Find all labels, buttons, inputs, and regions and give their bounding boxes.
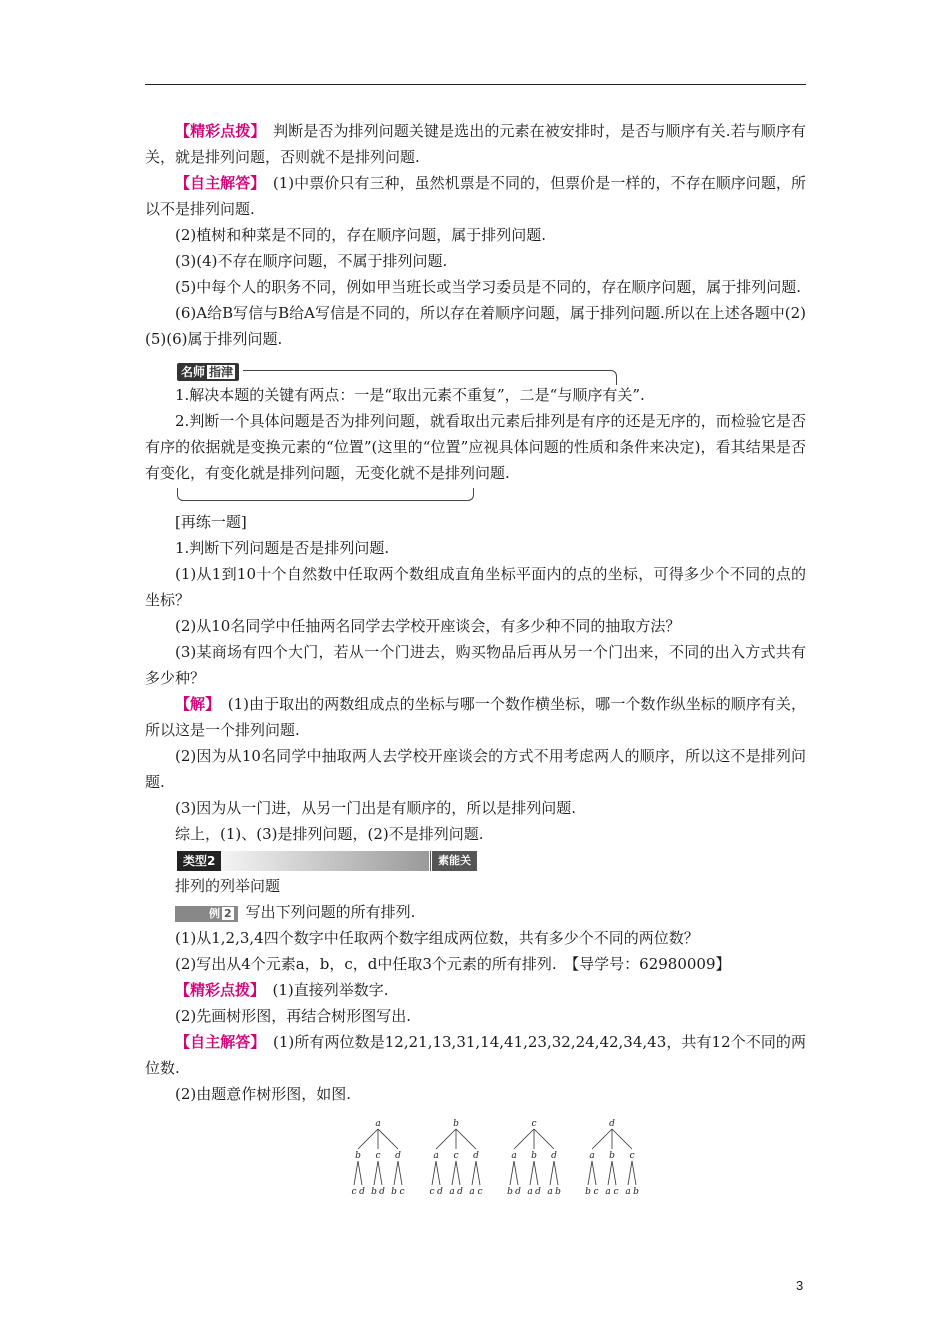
tree-level2-node: a [589, 1151, 595, 1161]
tree-leaf-node: c [399, 1187, 405, 1197]
teacher-badge: 名师 指津 [177, 363, 239, 381]
practice-title: [再练一题] [175, 513, 247, 531]
solution-2: (2)因为从10名同学中抽取两人去学校开座谈会的方式不用考虑两人的顺序，所以这不是排列问题. [145, 747, 806, 791]
teacher-item-1: 1.解决本题的关键有两点：一是“取出元素不重复”，二是“与顺序有关”. [175, 386, 645, 404]
tree-leaf-node: a [449, 1187, 455, 1197]
answer-text: (1)中票价只有三种，虽然机票是不同的，但票价是一样的，不存在顺序问题，所以不是排列问题. [145, 174, 806, 218]
tree-level2-node: b [355, 1151, 361, 1161]
tree-branch [550, 1161, 554, 1185]
tree-branch [588, 1161, 592, 1185]
tree-leaf-node: d [437, 1187, 443, 1197]
hint-paragraph [145, 118, 806, 170]
tree-leaf-node: c [593, 1187, 599, 1197]
tree-branch [436, 1129, 456, 1149]
tree-root-node: d [609, 1119, 615, 1129]
type-2-banner [177, 851, 477, 871]
tree-root-node: b [453, 1119, 459, 1129]
tree-branch [592, 1129, 612, 1149]
page-content [145, 118, 806, 1107]
tree-branch [632, 1161, 636, 1185]
type-label: 类型2 [177, 851, 221, 871]
tree-leaf-node: b [391, 1187, 397, 1197]
type-title: 排列的列举问题 [175, 877, 281, 895]
tree-branch [358, 1161, 362, 1185]
tree-leaf-node: d [359, 1187, 365, 1197]
tree-branch [354, 1161, 358, 1185]
tree-leaf-node: a [625, 1187, 631, 1197]
practice-question: 1.判断下列问题是否是排列问题. [175, 539, 390, 557]
tree-leaf-node: d [535, 1187, 541, 1197]
solution-summary: 综上，(1)、(3)是排列问题，(2)不是排列问题. [175, 825, 484, 843]
tree-level2-node: b [531, 1151, 537, 1161]
answer-item-5: (5)中每个人的职务不同，例如甲当班长或当学习委员是不同的，存在顺序问题，属于排列问题. [175, 278, 802, 296]
solution-tag: 【解】 [175, 695, 213, 713]
tree-root-node: a [375, 1119, 381, 1129]
answer-item-2: (2)植树和种菜是不同的，存在顺序问题，属于排列问题. [175, 226, 547, 244]
tree-level2-node: d [473, 1151, 479, 1161]
tree-branch [514, 1161, 518, 1185]
tree-branch [378, 1129, 398, 1149]
tree-branch [394, 1161, 398, 1185]
tree-branch [530, 1161, 534, 1185]
practice-q-2: (2)从10名同学中任抽两名同学去学校开座谈会，有多少种不同的抽取方法？ [175, 617, 681, 635]
example-hint-2: (2)先画树形图，再结合树形图写出. [175, 1007, 412, 1025]
example-badge: 例 2 [175, 906, 238, 922]
type-right-label: 素能关 [429, 851, 477, 871]
tree-branch [472, 1161, 476, 1185]
tree-branch [612, 1129, 632, 1149]
tree-level2-node: d [551, 1151, 557, 1161]
tree-leaf-node: b [371, 1187, 377, 1197]
tree-branch [534, 1129, 554, 1149]
tree-branch [612, 1161, 616, 1185]
tree-leaf-node: b [507, 1187, 513, 1197]
example-q-2: (2)写出从4个元素a，b，c，d中任取3个元素的所有排列. 【导学号：62980009】 [175, 955, 731, 973]
tree-branch [476, 1161, 480, 1185]
tree-level2-node: a [511, 1151, 517, 1161]
tree-leaf-node: c [613, 1187, 619, 1197]
tree-branch [456, 1161, 460, 1185]
tree-level2-node: c [629, 1151, 635, 1161]
example-q-1: (1)从1,2,3,4四个数字中任取两个数字组成两位数，共有多少个不同的两位数？ [175, 929, 699, 947]
tree-leaf-node: b [633, 1187, 639, 1197]
hint-tag: 【精彩点拨】 [175, 122, 259, 140]
tree-branch [436, 1161, 440, 1185]
hint-text: 判断是否为排列问题关键是选出的元素在被安排时，是否与顺序有关.若与顺序有关，就是排列问题，否则就不是排列问题. [145, 122, 806, 166]
tree-branch [608, 1161, 612, 1185]
tree-branch [432, 1161, 436, 1185]
tree-branch [628, 1161, 632, 1185]
answer-tag: 【自主解答】 [175, 174, 258, 192]
tree-level2-node: a [433, 1151, 439, 1161]
tree-level2-node: b [609, 1151, 615, 1161]
tree-diagram [338, 1118, 638, 1210]
answer-item-6: (6)A给B写信与B给A写信是不同的，所以存在着顺序问题，属于排列问题.所以在上述各题中(2)(5)(6)属于排列问题. [145, 304, 806, 348]
tree-leaf-node: c [351, 1187, 357, 1197]
teacher-item-2: 2.判断一个具体问题是否为排列问题，就看取出元素后排列是有序的还是无序的，而检验它是否有序的依据就是变换元素的“位置”(这里的“位置”应视具体问题的性质和条件来决定)，看其结果是否有变化，有变化就是排列问题，无变化就不是排列问题. [145, 412, 806, 482]
tree-leaf-node: d [379, 1187, 385, 1197]
tree-branch [534, 1161, 538, 1185]
tree-level2-node: d [395, 1151, 401, 1161]
practice-q-1: (1)从1到10十个自然数中任取两个数组成直角坐标平面内的点的坐标，可得多少个不同的点的坐标？ [145, 565, 806, 609]
tree-level2-node: c [453, 1151, 459, 1161]
tree-branch [510, 1161, 514, 1185]
example-answer-2: (2)由题意作树形图，如图. [175, 1085, 352, 1103]
tree-leaf-node: b [555, 1187, 561, 1197]
tree-branch [452, 1161, 456, 1185]
answer-paragraph [145, 170, 806, 222]
tree-leaf-node: a [547, 1187, 553, 1197]
tree-leaf-node: d [515, 1187, 521, 1197]
tree-leaf-node: a [527, 1187, 533, 1197]
answer-item-3-4: (3)(4)不存在顺序问题，不属于排列问题. [175, 252, 448, 270]
example-2-stem: 例 2 写出下列问题的所有排列. [145, 899, 806, 925]
tree-root-node: c [531, 1119, 537, 1129]
tree-branch [554, 1161, 558, 1185]
tree-leaf-node: c [477, 1187, 483, 1197]
header-rule [145, 84, 806, 85]
example-hint: 【精彩点拨】 (1)直接列举数字. [175, 981, 389, 999]
tree-leaf-node: a [469, 1187, 475, 1197]
tree-leaf-node: a [605, 1187, 611, 1197]
solution-3: (3)因为从一门进，从另一门出是有顺序的，所以是排列问题. [175, 799, 577, 817]
solution-paragraph: 【解】 (1)由于取出的两数组成点的坐标与哪一个数作横坐标，哪一个数作纵坐标的顺序有关，所以这是一个排列问题. [145, 695, 806, 739]
tree-level2-node: c [375, 1151, 381, 1161]
tree-branch [358, 1129, 378, 1149]
tree-branch [398, 1161, 402, 1185]
practice-q-3: (3)某商场有四个大门，若从一个门进去，购买物品后再从另一个门出来，不同的出入方式共有多少种？ [145, 643, 806, 687]
teacher-guidance-box [145, 362, 806, 501]
teacher-box-bottom [177, 488, 474, 501]
tree-branch [378, 1161, 382, 1185]
page-number: 3 [796, 1278, 804, 1293]
tree-leaf-node: d [457, 1187, 463, 1197]
tree-branch [514, 1129, 534, 1149]
tree-leaf-node: b [585, 1187, 591, 1197]
tree-leaf-node: c [429, 1187, 435, 1197]
tree-branch [374, 1161, 378, 1185]
tree-branch [592, 1161, 596, 1185]
example-answer: 【自主解答】 (1)所有两位数是12,21,13,31,14,41,23,32,24,42,34,43，共有12个不同的两位数. [145, 1033, 806, 1077]
tree-branch [456, 1129, 476, 1149]
